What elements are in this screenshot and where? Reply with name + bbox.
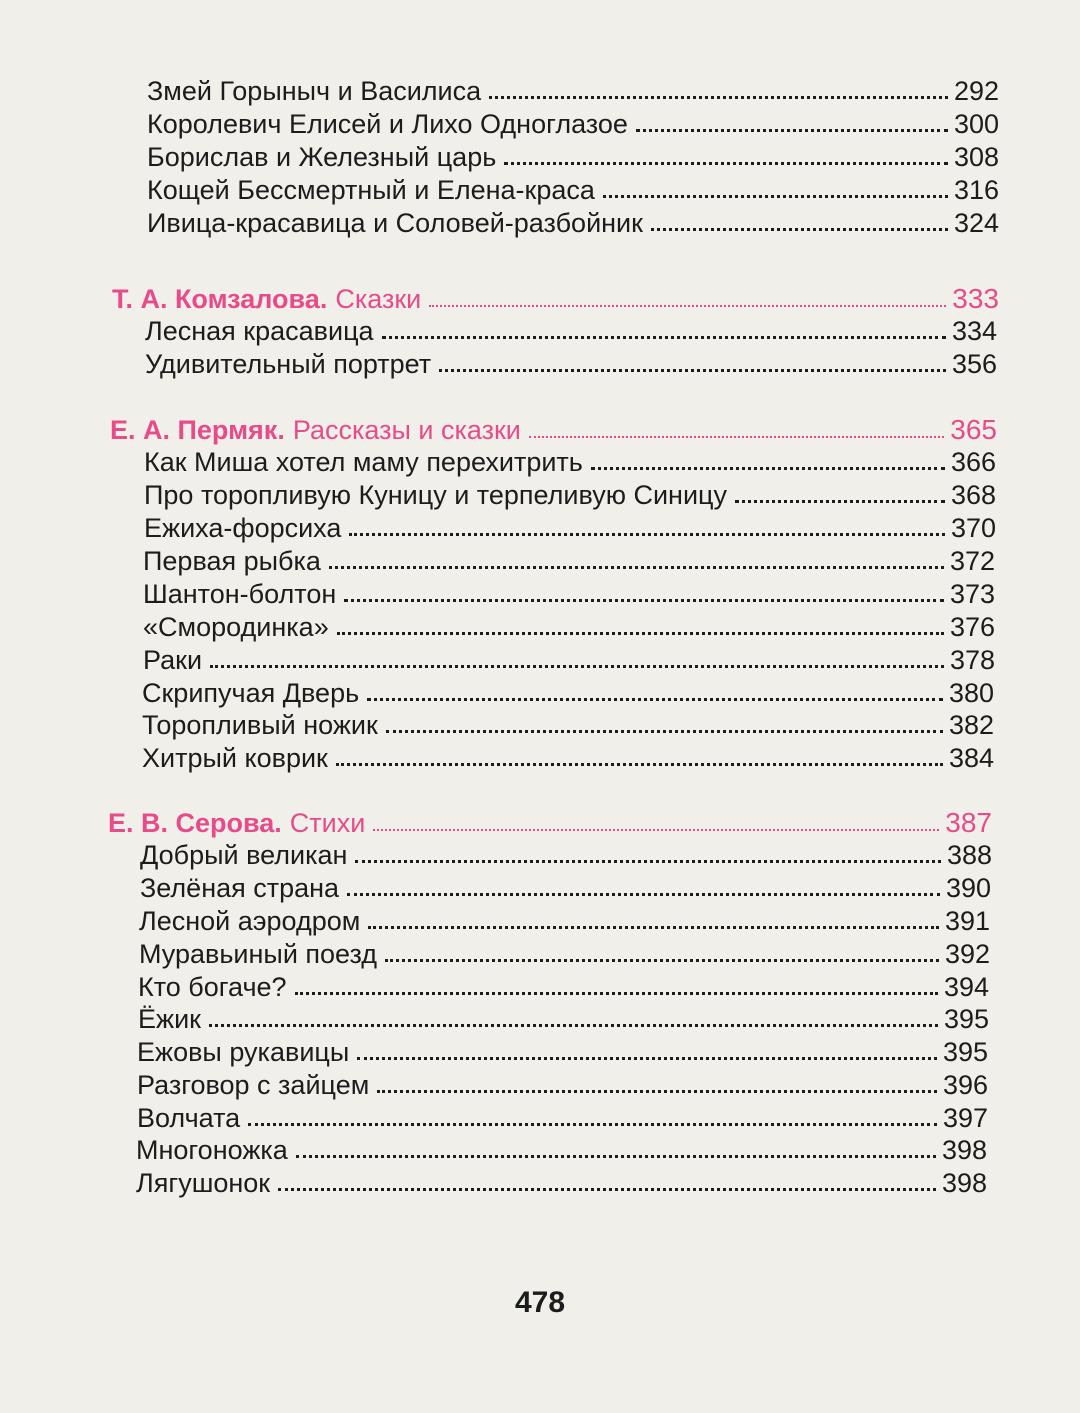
- entry-title: Змей Горыныч и Василиса: [147, 76, 482, 106]
- leader-dots: [439, 369, 946, 372]
- entry-title: Торопливый ножик: [142, 710, 378, 740]
- entry-title: Ивица-красавица и Соловей-разбойник: [147, 208, 643, 238]
- toc-entry: [143, 610, 995, 644]
- toc-entry: [145, 314, 997, 348]
- entry-title: Скрипучая Дверь: [142, 678, 360, 708]
- entry-page: 394: [943, 972, 989, 1002]
- section-genre: Стихи: [289, 808, 366, 838]
- entry-title: Хитрый коврик: [142, 743, 328, 773]
- toc-entry: [145, 347, 997, 381]
- leader-dots: [651, 228, 948, 231]
- entry-page: 334: [951, 316, 997, 346]
- entry-title: Лягушонок: [136, 1168, 271, 1198]
- section-author: Е. А. Пермяк.: [110, 415, 285, 445]
- leader-dots: [209, 1024, 938, 1027]
- toc-entry: [142, 676, 994, 710]
- section-page: 365: [950, 414, 997, 445]
- entry-title: Первая рыбка: [143, 546, 321, 576]
- entry-page: 356: [951, 349, 997, 379]
- leader-dots: [368, 926, 939, 929]
- entry-title: Многоножка: [136, 1135, 288, 1165]
- entry-title: Удивительный портрет: [145, 349, 432, 379]
- entry-page: 373: [949, 579, 995, 609]
- entry-title: Зелёная страна: [140, 873, 340, 903]
- toc-entry: [139, 904, 990, 938]
- entry-page: 398: [941, 1168, 987, 1198]
- leader-dots: [278, 1188, 936, 1191]
- entry-title: Лесная красавица: [145, 316, 374, 346]
- entry-title: Борислав и Железный царь: [147, 142, 497, 172]
- entry-title: Разговор с зайцем: [137, 1070, 370, 1100]
- toc-entry: [137, 1035, 988, 1069]
- entry-page: 396: [942, 1070, 988, 1100]
- entry-page: 378: [949, 645, 995, 675]
- entry-page: 308: [953, 142, 999, 172]
- toc-entry: [147, 206, 999, 240]
- leader-dots: [489, 96, 948, 99]
- leader-dots: [529, 436, 944, 438]
- toc-entry: [142, 741, 994, 775]
- toc-entry: [147, 107, 999, 141]
- entry-page: 384: [948, 743, 994, 773]
- leader-dots: [336, 763, 943, 766]
- entry-page: 398: [941, 1135, 987, 1165]
- leader-dots: [337, 632, 944, 635]
- leader-dots: [355, 860, 941, 863]
- entry-page: 382: [948, 710, 994, 740]
- toc-entry: [144, 445, 996, 479]
- toc-entry: [139, 937, 990, 971]
- entry-page: 316: [953, 175, 999, 205]
- leader-dots: [636, 129, 948, 132]
- entry-title: Ежиха-форсиха: [144, 513, 342, 543]
- toc-entry: [147, 173, 999, 207]
- toc-entry: [142, 708, 994, 742]
- entry-title: Кощей Бессмертный и Елена-краса: [147, 175, 595, 205]
- leader-dots: [504, 162, 948, 165]
- section-genre: Сказки: [335, 284, 422, 314]
- entry-title: Про торопливую Куницу и терпеливую Синицу: [144, 480, 727, 510]
- leader-dots: [347, 893, 940, 896]
- toc-entry: [137, 1068, 988, 1102]
- leader-dots: [591, 467, 945, 470]
- toc-entry: [143, 643, 995, 677]
- toc-entry: [147, 74, 999, 108]
- leader-dots: [344, 599, 944, 602]
- entry-page: 300: [953, 109, 999, 139]
- leader-dots: [295, 992, 938, 995]
- toc-entry: [138, 1002, 989, 1036]
- toc-entry: [144, 511, 996, 545]
- section-page: 387: [945, 807, 992, 838]
- page-number: 478: [514, 1286, 566, 1319]
- toc-entry: [138, 970, 989, 1004]
- leader-dots: [735, 500, 945, 503]
- toc-entry: [140, 838, 992, 872]
- entry-page: 292: [953, 76, 999, 106]
- entry-title: Ежовы рукавицы: [137, 1037, 350, 1067]
- toc-entry: [140, 871, 991, 905]
- entry-title: «Смородинка»: [143, 612, 329, 642]
- leader-dots: [296, 1155, 936, 1158]
- leader-dots: [603, 195, 948, 198]
- toc-entry: [136, 1166, 987, 1200]
- leader-dots: [248, 1123, 937, 1126]
- leader-dots: [357, 1057, 937, 1060]
- entry-page: 370: [950, 513, 996, 543]
- entry-page: 397: [942, 1103, 988, 1133]
- leader-dots: [349, 533, 945, 536]
- section-genre: Рассказы и сказки: [292, 415, 521, 445]
- entry-title: Раки: [143, 645, 203, 675]
- section-author: Т. А. Комзалова.: [112, 284, 328, 314]
- entry-title: Как Миша хотел маму перехитрить: [144, 447, 583, 477]
- entry-page: 395: [942, 1037, 988, 1067]
- entry-title: Лесной аэродром: [139, 906, 361, 936]
- entry-title: Волчата: [137, 1103, 241, 1133]
- toc-entry: [137, 1101, 988, 1135]
- entry-page: 390: [945, 873, 991, 903]
- section-author: Е. В. Серова.: [108, 808, 282, 838]
- entry-title: Кто богаче?: [138, 972, 287, 1002]
- leader-dots: [367, 698, 943, 701]
- entry-title: Муравьиный поезд: [139, 939, 378, 969]
- toc-entry: [136, 1133, 987, 1167]
- section-heading-permyak: [110, 413, 997, 447]
- entry-title: Королевич Елисей и Лихо Одноглазое: [147, 109, 628, 139]
- section-heading-serova: [108, 806, 992, 840]
- entry-page: 376: [949, 612, 995, 642]
- entry-page: 366: [950, 447, 996, 477]
- entry-page: 388: [946, 840, 992, 870]
- toc-entry: [143, 544, 995, 578]
- entry-page: 392: [944, 939, 990, 969]
- entry-title: Добрый великан: [140, 840, 348, 870]
- entry-page: 324: [953, 208, 999, 238]
- entry-page: 368: [950, 480, 996, 510]
- leader-dots: [373, 829, 939, 831]
- entry-title: Шантон-болтон: [143, 579, 337, 609]
- entry-page: 380: [948, 678, 994, 708]
- entry-page: 395: [943, 1004, 989, 1034]
- leader-dots: [429, 305, 946, 307]
- leader-dots: [382, 336, 946, 339]
- leader-dots: [210, 665, 944, 668]
- entry-page: 391: [944, 906, 990, 936]
- leader-dots: [377, 1090, 937, 1093]
- section-heading-komzalova: [112, 282, 999, 316]
- leader-dots: [329, 566, 944, 569]
- section-page: 333: [952, 283, 999, 314]
- entry-title: Ёжик: [138, 1004, 201, 1034]
- toc-entry: [144, 478, 996, 512]
- toc-entry: [147, 140, 999, 174]
- leader-dots: [386, 730, 943, 733]
- toc-entry: [143, 577, 995, 611]
- entry-page: 372: [949, 546, 995, 576]
- leader-dots: [385, 959, 939, 962]
